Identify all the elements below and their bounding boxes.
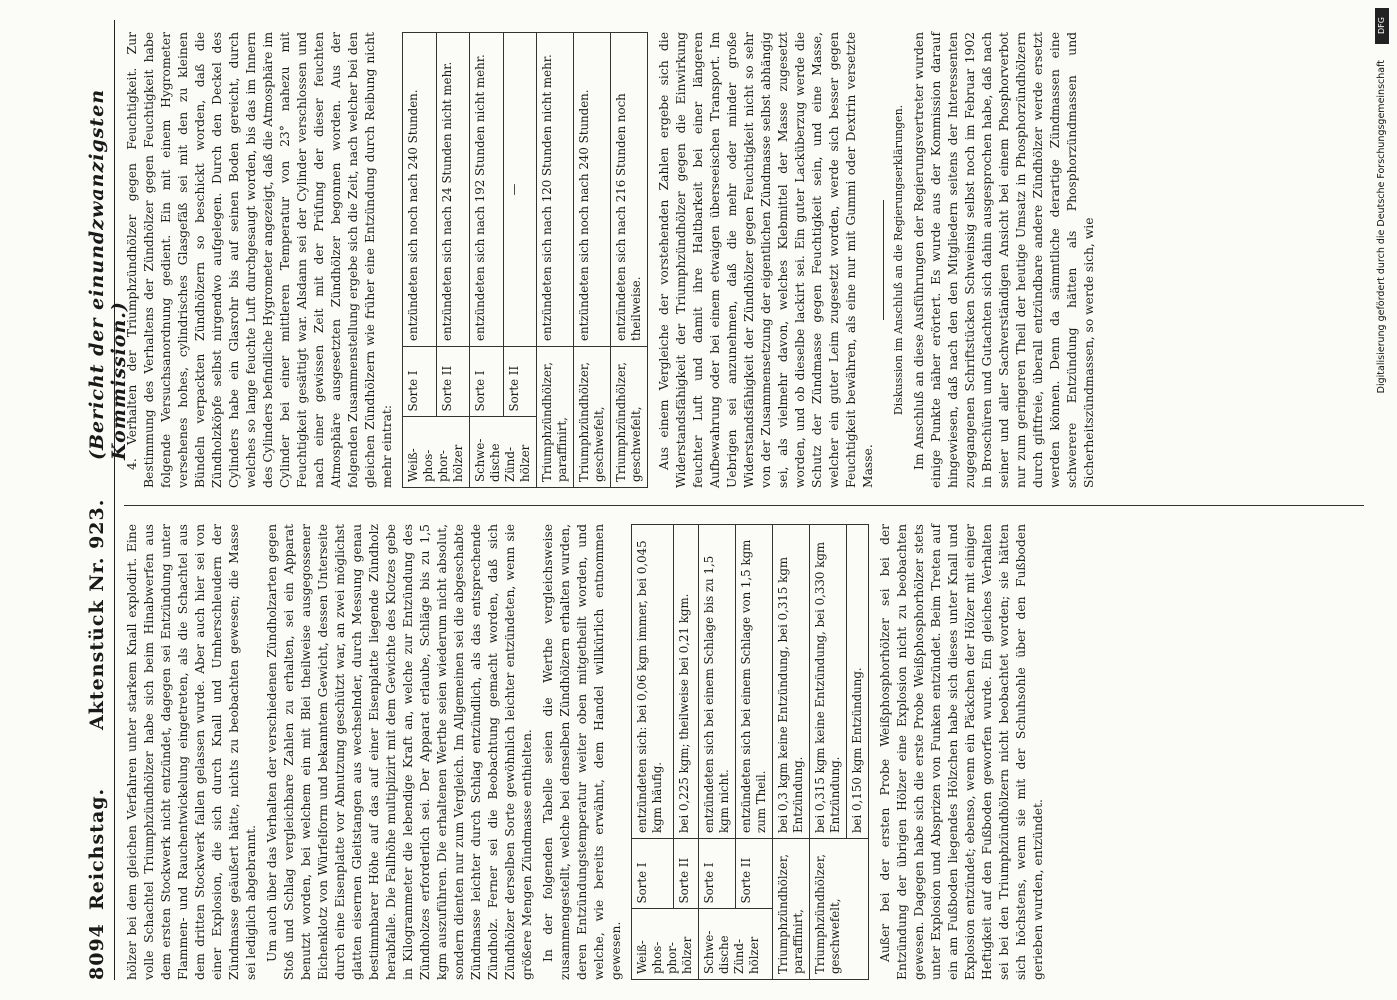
table-row <box>537 33 574 488</box>
right-paragraph-2: Aus einem Vergleiche der vorstehenden Zahlen ergebe sich die Widerstandsfähigkeit der Triumphzündhölzer gegen die Einwirkung feuchter Luft und damit ihre Haltbarkeit bei einer längeren Aufbewahrung oder bei einem etwaigen überseeischen Transport. Im Uebrigen sei anzunehmen, daß die mehr oder minder große Widerstandsfähigkeit der Zündhölzer gegen Feuchtigkeit nicht so sehr von der Zusammensetzung der eigentlichen Zündmasse selbst abhängig sei, als vielmehr davon, welches Klebmittel der Masse zugesetzt worden, und ob dieselbe lackirt sei. Ein guter Lacküberzug werde die Schutz der Zündmasse gegen Feuchtigkeit sein, und eine Masse, welcher ein guter Leim zugesetzt worden, werde sich besser gegen Feuchtigkeit bewähren, als eine nur mit Gummi oder Dextrin versetzte Masse. <box>657 32 875 488</box>
table-group-cell: Triumphzündhölzer, geschwefelt, <box>574 347 611 488</box>
table-value-cell: entzündeten sich bei einem Schlage bis zu 1,5 kgm nicht. <box>699 525 736 839</box>
left-paragraph-1: hölzer bei dem gleichen Verfahren unter starkem Knall explodirt. Eine volle Schachtel Triumphzündhölzer habe sich beim Hinabwerfen aus dem ersten Stockwerk nicht entzündet, dagegen sei Entzündung unter Flammen- und Rauchentwickelung eingetreten, als die Schachtel aus dem dritten Stockwerk fallen gelassen wurde. Aber auch hier sei von einer Explosion, die sich durch Knall und Umherschleudern der Zündmasse geäußert hätte, nichts zu beobachten gewesen; die Masse sei lediglich abgebrannt. <box>125 524 258 980</box>
table-sorte-cell: Sorte II <box>503 347 537 418</box>
right-paragraph-1: 4. Verhalten der Triumphzündhölzer gegen Feuchtigkeit. Zur Bestimmung des Verhaltens der Zündhölzer gegen Feuchtigkeit habe folgende Versuchsanordnung gedient. Ein mit einem Hygrometer versehenes hohes, cylindrisches Glasgefäß sei mit den zu kleinen Bündeln verpackten Zündhölzern so beschickt worden, daß die Zündholzköpfe selbst nirgendwo aufgelegen. Durch den Deckel des Cylinders habe ein Glasrohr bis auf seinen Boden gereicht, durch welches so lange feuchte Luft durchgesaugt worden, bis das im Innern des Cylinders befindliche Hygrometer angezeigt, daß die Atmosphäre im Cylinder bei einer mittleren Temperatur von 23° nahezu mit Feuchtigkeit gesättigt war. Alsdann sei der Cylinder verschlossen und nach einer gewissen Zeit mit der Prüfung der dieser feuchten Atmosphäre ausgesetzten Zündhölzer begonnen worden. Aus der folgenden Zusammenstellung ergebe sich die Zeit, nach welcher bei den gleichen Zündhölzern wie früher eine Entzündung durch Reibung nicht mehr eintrat: <box>125 32 394 488</box>
page-header <box>80 20 130 980</box>
table-group-cell: Weiß-phos-phor-hölzer <box>632 909 699 980</box>
table-value-cell: entzündeten sich nach 120 Stunden nicht mehr. <box>537 33 574 347</box>
header-aktenstueck: Aktenstück Nr. 923. <box>86 498 108 730</box>
table-value-cell: bei 0,225 kgm; theilweise bei 0,21 kgm. <box>674 525 699 839</box>
table-sorte-cell: Sorte I <box>403 347 437 418</box>
table-sorte-cell: Sorte I <box>632 839 674 910</box>
page-number: 8094 <box>86 923 108 980</box>
table-row <box>699 525 736 980</box>
left-paragraph-4: Außer bei der ersten Probe Weißphosphorhölzer sei bei der Entzündung der übrigen Hölzer eine Explosion nicht zu beobachten gewesen. Dagegen habe sich die erste Probe Weißphosphorhölzer stets unter Explosion und Absprizen von Funken entzündet. Beim Treten auf ein am Fußboden liegendes Hölzchen habe sich dieses unter Knall und Explosion entzündet; ebenso, wenn ein Päckchen der Hölzer mit einiger Heftigkeit auf den Fußboden geworfen wurde. Ein gleiches Verhalten sei bei den Triumphzündhölzern nicht beobachtet worden; sie hätten sich höchstens, wenn sie mit der Schuhsohle über den Fußboden gerieben wurden, entzündet. <box>878 524 1045 980</box>
right-column <box>124 32 1102 488</box>
table-value-cell: entzündeten sich noch nach 240 Stunden. <box>574 33 611 347</box>
table-value-cell: entzündeten sich nach 216 Stunden noch theilweise. <box>611 33 648 347</box>
table-group-cell: Weiß-phos-phor-hölzer <box>403 417 470 488</box>
humidity-table <box>402 32 648 488</box>
table-sorte-cell: Sorte II <box>736 839 773 910</box>
header-report-title: (Bericht der einundzwanzigsten Kommission.) <box>86 88 130 460</box>
table-group-cell: Schwe-dische Zünd-hölzer <box>470 417 537 488</box>
table-row <box>773 525 810 980</box>
table-sorte-cell: Sorte II <box>674 839 699 910</box>
table-group-cell: Triumphzündhölzer, geschwefelt, <box>810 839 869 980</box>
table-value-cell: entzündeten sich: bei 0,06 kgm immer, bei 0,045 kgm häufig. <box>632 525 674 839</box>
table-row <box>810 525 847 980</box>
table-row <box>403 33 437 488</box>
table-group-cell: Schwe-dische Zünd-hölzer <box>699 909 773 980</box>
left-column <box>124 524 1051 980</box>
table-sorte-cell: Sorte I <box>470 347 504 418</box>
table-row <box>574 33 611 488</box>
left-paragraph-2: Um auch über das Verhalten der verschiedenen Zündholzarten gegen Stoß und Schlag vergleichbare Zahlen zu erhalten, sei ein Apparat benutzt worden, bei welchem ein mit Blei theilweise ausgegossener Eichenklotz von Würfelform und bekanntem Gewicht, dessen Unterseite durch eine Eisenplatte vor Abnutzung geschützt war, an zwei möglichst glatten eisernen Gleitstangen aus wechselnder, durch Messung genau bestimmbarer Höhe auf das auf einer Eisenplatte liegende Zündholz herabfalle. Die Fallhöhe multiplizirt mit dem Gewichte des Klotzes gebe in Kilogrammeter die lebendige Kraft an, welche zur Entzündung des Zündholzes erforderlich sei. Der Apparat erlaube, Schläge bis zu 1,5 kgm auszuführen. Die erhaltenen Werthe seien wiederum nicht absolut, sondern dienten nur zum Vergleich. Im Allgemeinen sei die abgeschabte Zündmasse leichter durch Schlag entzündlich, als das entsprechende Zündholz. Ferner sei die Beobachtung gemacht worden, daß sich Zündhölzer derselben Sorte gewöhnlich leichter entzündeten, wenn sie größere Mengen Zündmasse enthielten. <box>265 524 534 980</box>
table-group-cell: Triumphzündhölzer, paraffinirt, <box>773 839 810 980</box>
table-sorte-cell: Sorte I <box>699 839 736 910</box>
table-value-cell: entzündeten sich bei einem Schlage von 1,5 kgm zum Theil. <box>736 525 773 839</box>
table-row <box>470 33 504 488</box>
left-paragraph-3: In der folgenden Tabelle seien die Werthe vergleichsweise zusammengestellt, welche bei denselben Zündhölzern erhalten wurden, deren Entzündungstemperatur weiter oben mitgetheilt worden, und welche, wie bereits erwähnt, dem Handel willkürlich entnommen gewesen. <box>541 524 623 980</box>
table-row <box>632 525 674 980</box>
table-value-cell: bei 0,3 kgm keine Entzündung, bei 0,315 kgm Entzündung. <box>773 525 810 839</box>
table-value-cell: entzündeten sich nach 192 Stunden nicht mehr. <box>470 33 504 347</box>
table-value-cell: bei 0,315 kgm keine Entzündung, bei 0,330 kgm Entzündung. <box>810 525 847 839</box>
rotated-page-content <box>80 20 1370 980</box>
table-row <box>611 33 648 488</box>
right-paragraph-3: Im Anschluß an diese Ausführungen der Regierungsvertreter wurden einige Punkte näher erörtert. Es wurde aus der Kommission darauf hingewiesen, daß nach den den Mitgliedern seitens der Interessenten zugegangenen Schriftstücken Schweinsig selbst noch im Februar 1902 in Broschüren und Gutachten sich dahin ausgesprochen habe, daß nach seiner und aller Sachverständigen Ansicht bei einem Phosphorverbot nur zum geringeren Theil der heutige Umsatz in Phosphorzündhölzern durch giftfreie, überall entzündbare andere Zündhölzer werde ersetzt werden können. Denn da sämmtliche derartige Zündmassen eine schwerere Entzündung hätten als Phosphorzündmassen und Sicherheitszündmassen, so werde sich, wie <box>912 32 1096 488</box>
table-value-cell: — <box>503 33 537 347</box>
section-separator <box>883 200 884 320</box>
table-value-cell: entzündeten sich noch nach 240 Stunden. <box>403 33 437 347</box>
table-sorte-cell: Sorte II <box>436 347 470 418</box>
table-group-cell: Triumphzündhölzer, geschwefelt, <box>611 347 648 488</box>
column-divider <box>124 505 1364 506</box>
discussion-subheading: Diskussion im Anschluß an die Regierungserklärungen. <box>892 104 905 416</box>
table-value-cell: bei 0,150 kgm Entzündung. <box>847 525 869 839</box>
header-reichstag: Reichstag. <box>86 787 108 910</box>
digitization-credit: Digitalisierung gefördert durch die Deutsche Forschungsgemeinschaft <box>1376 60 1387 394</box>
impact-ignition-table <box>631 524 869 980</box>
table-value-cell: entzündeten sich nach 24 Stunden nicht mehr. <box>436 33 470 347</box>
table-group-cell: Triumphzündhölzer, paraffinirt, <box>537 347 574 488</box>
dfg-logo: DFG <box>1375 8 1389 44</box>
